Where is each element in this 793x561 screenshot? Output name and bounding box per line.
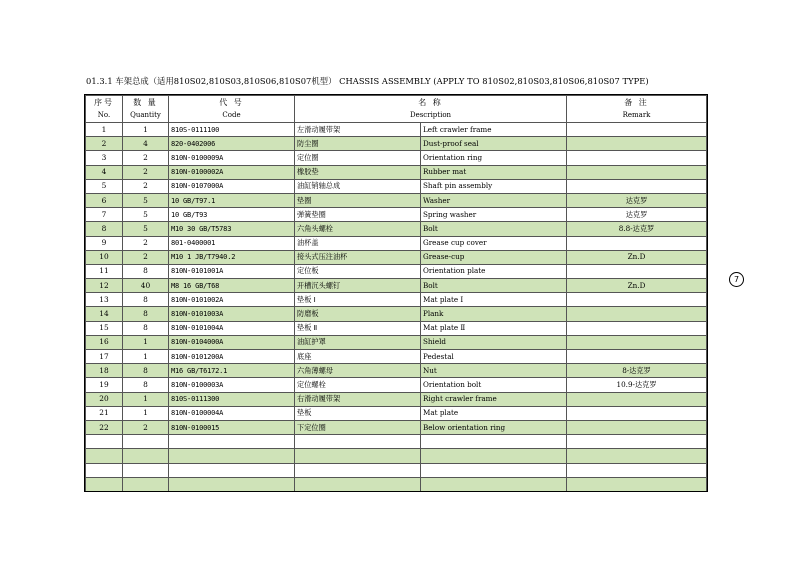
table-row	[86, 250, 707, 264]
row-remark: 达克罗	[567, 208, 707, 222]
row-remark	[567, 335, 707, 349]
row-number: 13	[86, 293, 123, 307]
row-remark	[567, 151, 707, 165]
row-number: 6	[86, 193, 123, 207]
empty-cell	[567, 449, 707, 463]
row-code: 810S-0111300	[169, 392, 295, 406]
table-row-empty	[86, 435, 707, 449]
row-code: 801-0400001	[169, 236, 295, 250]
row-name-en: Shaft pin assembly	[421, 179, 567, 193]
row-name-zh: 六角头螺栓	[295, 222, 421, 236]
empty-cell	[567, 463, 707, 477]
empty-cell	[123, 435, 169, 449]
table-row	[86, 364, 707, 378]
empty-cell	[567, 477, 707, 491]
row-quantity: 1	[123, 406, 169, 420]
row-remark: 达克罗	[567, 193, 707, 207]
empty-cell	[421, 477, 567, 491]
table-row-empty	[86, 463, 707, 477]
table-row	[86, 193, 707, 207]
table-row	[86, 151, 707, 165]
row-name-zh: 垫圈	[295, 193, 421, 207]
row-name-en: Mat plate Ⅱ	[421, 321, 567, 335]
row-quantity: 5	[123, 208, 169, 222]
row-code: 810N-0100003A	[169, 378, 295, 392]
empty-cell	[421, 435, 567, 449]
row-name-en: Bolt	[421, 222, 567, 236]
row-name-en: Below orientation ring	[421, 420, 567, 434]
row-code: M8 16 GB/T68	[169, 279, 295, 293]
page-title: 01.3.1 车架总成（适用810S02,810S03,810S06,810S07机型） CHASSIS ASSEMBLY (APPLY TO 810S02,810S03,810S06,810S07 TYPE)	[86, 76, 649, 86]
row-code: 10 GB/T93	[169, 208, 295, 222]
row-quantity: 2	[123, 250, 169, 264]
row-remark: 10.9-达克罗	[567, 378, 707, 392]
empty-cell	[295, 435, 421, 449]
row-number: 14	[86, 307, 123, 321]
empty-cell	[169, 449, 295, 463]
table-row-empty	[86, 449, 707, 463]
row-name-zh: 左滑动履带架	[295, 123, 421, 137]
row-quantity: 2	[123, 179, 169, 193]
row-remark: 8.8-达克罗	[567, 222, 707, 236]
table-row	[86, 165, 707, 179]
row-name-en: Nut	[421, 364, 567, 378]
row-quantity: 2	[123, 151, 169, 165]
table-row	[86, 179, 707, 193]
row-remark: 8-达克罗	[567, 364, 707, 378]
empty-cell	[295, 463, 421, 477]
row-remark	[567, 392, 707, 406]
row-remark	[567, 420, 707, 434]
row-code: 810N-0101004A	[169, 321, 295, 335]
header-description: 名 称 Description	[295, 96, 567, 123]
table-row-empty	[86, 491, 707, 492]
table-row	[86, 222, 707, 236]
row-name-en: Rubber mat	[421, 165, 567, 179]
row-quantity: 2	[123, 165, 169, 179]
empty-cell	[421, 463, 567, 477]
row-remark	[567, 179, 707, 193]
table-row	[86, 279, 707, 293]
empty-cell	[421, 491, 567, 492]
row-name-zh: 油缸护罩	[295, 335, 421, 349]
row-name-en: Mat plate	[421, 406, 567, 420]
row-name-zh: 防尘圈	[295, 137, 421, 151]
row-name-zh: 弹簧垫圈	[295, 208, 421, 222]
row-name-en: Grease cup cover	[421, 236, 567, 250]
row-code: 810S-0111100	[169, 123, 295, 137]
row-number: 3	[86, 151, 123, 165]
empty-cell	[123, 491, 169, 492]
row-code: 810N-0100002A	[169, 165, 295, 179]
table-row	[86, 264, 707, 278]
row-name-zh: 接头式压注油杯	[295, 250, 421, 264]
empty-cell	[421, 449, 567, 463]
row-code: 810N-0101003A	[169, 307, 295, 321]
row-name-zh: 下定位圈	[295, 420, 421, 434]
row-code: M10 30 GB/T5783	[169, 222, 295, 236]
row-name-zh: 垫板 Ⅱ	[295, 321, 421, 335]
row-name-zh: 底座	[295, 350, 421, 364]
row-remark	[567, 165, 707, 179]
row-name-zh: 定位圈	[295, 151, 421, 165]
row-remark: Zn.D	[567, 279, 707, 293]
table-row	[86, 123, 707, 137]
row-name-zh: 防磨板	[295, 307, 421, 321]
row-name-zh: 右滑动履带架	[295, 392, 421, 406]
row-number: 7	[86, 208, 123, 222]
row-number: 11	[86, 264, 123, 278]
row-quantity: 1	[123, 123, 169, 137]
table-row	[86, 307, 707, 321]
row-name-en: Spring washer	[421, 208, 567, 222]
empty-cell	[123, 449, 169, 463]
table-row	[86, 321, 707, 335]
header-no: 序号 No.	[86, 96, 123, 123]
empty-cell	[295, 449, 421, 463]
row-quantity: 8	[123, 364, 169, 378]
row-quantity: 1	[123, 335, 169, 349]
row-quantity: 2	[123, 236, 169, 250]
row-quantity: 40	[123, 279, 169, 293]
row-remark	[567, 264, 707, 278]
empty-cell	[86, 477, 123, 491]
row-number: 18	[86, 364, 123, 378]
row-code: 810N-0100015	[169, 420, 295, 434]
row-name-en: Orientation plate	[421, 264, 567, 278]
row-number: 19	[86, 378, 123, 392]
row-number: 5	[86, 179, 123, 193]
row-remark	[567, 307, 707, 321]
row-remark	[567, 321, 707, 335]
row-name-en: Orientation ring	[421, 151, 567, 165]
row-number: 22	[86, 420, 123, 434]
row-code: M10 1 JB/T7940.2	[169, 250, 295, 264]
row-name-zh: 定位螺栓	[295, 378, 421, 392]
row-quantity: 8	[123, 293, 169, 307]
row-remark	[567, 350, 707, 364]
row-code: 810N-0101002A	[169, 293, 295, 307]
table-row	[86, 137, 707, 151]
table-row	[86, 420, 707, 434]
row-name-zh: 垫板 Ⅰ	[295, 293, 421, 307]
table-row	[86, 378, 707, 392]
table-row	[86, 392, 707, 406]
row-name-en: Plank	[421, 307, 567, 321]
row-number: 2	[86, 137, 123, 151]
table-row	[86, 335, 707, 349]
row-name-en: Orientation bolt	[421, 378, 567, 392]
row-quantity: 8	[123, 307, 169, 321]
empty-cell	[86, 491, 123, 492]
row-remark	[567, 137, 707, 151]
row-remark	[567, 123, 707, 137]
header-quantity: 数 量 Quantity	[123, 96, 169, 123]
row-name-zh: 油杯盖	[295, 236, 421, 250]
row-number: 16	[86, 335, 123, 349]
row-number: 9	[86, 236, 123, 250]
row-name-zh: 开槽沉头螺钉	[295, 279, 421, 293]
table-row	[86, 236, 707, 250]
empty-cell	[123, 463, 169, 477]
row-name-en: Shield	[421, 335, 567, 349]
empty-cell	[86, 449, 123, 463]
table-row-empty	[86, 477, 707, 491]
row-number: 17	[86, 350, 123, 364]
empty-cell	[295, 491, 421, 492]
table-header	[86, 96, 707, 123]
empty-cell	[169, 477, 295, 491]
empty-cell	[86, 463, 123, 477]
empty-cell	[567, 435, 707, 449]
row-name-en: Mat plate Ⅰ	[421, 293, 567, 307]
row-code: 810N-0101200A	[169, 350, 295, 364]
row-name-zh: 油缸销轴总成	[295, 179, 421, 193]
parts-table	[84, 94, 708, 492]
row-code: M16 GB/T6172.1	[169, 364, 295, 378]
row-remark	[567, 236, 707, 250]
row-name-zh: 垫板	[295, 406, 421, 420]
empty-cell	[169, 463, 295, 477]
row-remark: Zn.D	[567, 250, 707, 264]
row-number: 20	[86, 392, 123, 406]
table-row	[86, 293, 707, 307]
row-code: 810N-0100004A	[169, 406, 295, 420]
row-name-en: Bolt	[421, 279, 567, 293]
row-name-en: Left crawler frame	[421, 123, 567, 137]
row-number: 15	[86, 321, 123, 335]
table-row	[86, 406, 707, 420]
row-number: 12	[86, 279, 123, 293]
row-number: 1	[86, 123, 123, 137]
row-name-en: Dust-proof seal	[421, 137, 567, 151]
row-code: 810N-0104000A	[169, 335, 295, 349]
row-code: 820-0402006	[169, 137, 295, 151]
row-quantity: 1	[123, 350, 169, 364]
page-number-badge: 7	[729, 272, 744, 287]
row-quantity: 8	[123, 321, 169, 335]
row-number: 8	[86, 222, 123, 236]
empty-cell	[295, 477, 421, 491]
empty-cell	[169, 435, 295, 449]
row-quantity: 4	[123, 137, 169, 151]
empty-cell	[169, 491, 295, 492]
empty-cell	[123, 477, 169, 491]
empty-cell	[567, 491, 707, 492]
row-name-zh: 橡胶垫	[295, 165, 421, 179]
row-quantity: 2	[123, 420, 169, 434]
row-code: 810N-0101001A	[169, 264, 295, 278]
row-code: 810N-0107000A	[169, 179, 295, 193]
row-code: 810N-0100009A	[169, 151, 295, 165]
row-name-en: Right crawler frame	[421, 392, 567, 406]
row-quantity: 5	[123, 222, 169, 236]
table-row	[86, 208, 707, 222]
row-number: 10	[86, 250, 123, 264]
row-number: 21	[86, 406, 123, 420]
row-number: 4	[86, 165, 123, 179]
row-name-en: Washer	[421, 193, 567, 207]
row-name-zh: 定位板	[295, 264, 421, 278]
row-name-zh: 六角薄螺母	[295, 364, 421, 378]
empty-cell	[86, 435, 123, 449]
row-remark	[567, 293, 707, 307]
row-quantity: 5	[123, 193, 169, 207]
row-name-en: Grease-cup	[421, 250, 567, 264]
table-row	[86, 350, 707, 364]
row-code: 10 GB/T97.1	[169, 193, 295, 207]
row-remark	[567, 406, 707, 420]
row-quantity: 8	[123, 378, 169, 392]
header-code: 代 号 Code	[169, 96, 295, 123]
row-quantity: 1	[123, 392, 169, 406]
row-quantity: 8	[123, 264, 169, 278]
header-remark: 备 注 Remark	[567, 96, 707, 123]
row-name-en: Pedestal	[421, 350, 567, 364]
